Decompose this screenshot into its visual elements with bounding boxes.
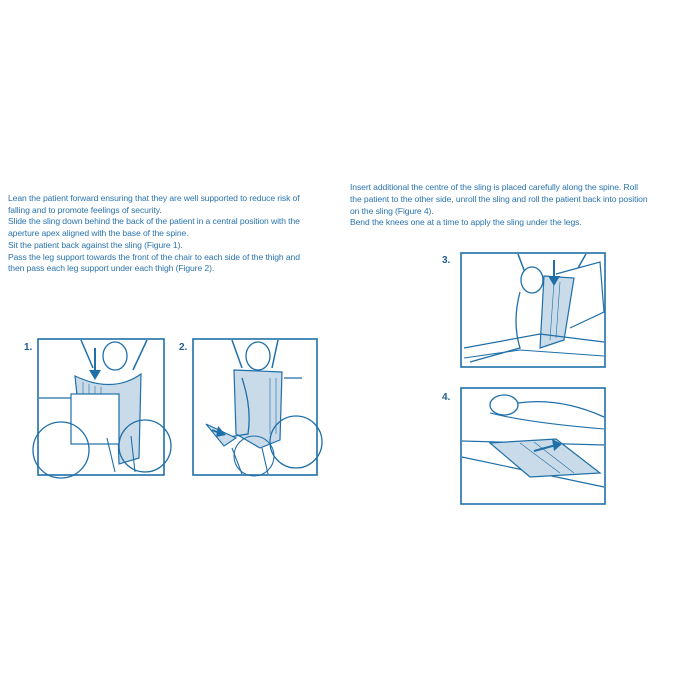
figure-4-number: 4.	[442, 392, 451, 403]
left-instructions	[8, 193, 338, 275]
figure-4-illustration	[460, 387, 606, 505]
instruction-line: Sit the patient back against the sling (Figure 1).	[8, 239, 183, 250]
instruction-line: Slide the sling down behind the back of the patient in a central position with the	[8, 216, 300, 227]
figure-2-illustration	[192, 338, 318, 476]
instruction-line: on the sling (Figure 4).	[350, 205, 434, 216]
instruction-line: aperture apex aligned with the base of the spine.	[8, 228, 189, 239]
figure-3-illustration	[460, 252, 606, 368]
right-instructions	[350, 182, 695, 229]
cut-off-line: Insert additional the centre of the sling is placed carefully along the spine. Roll	[350, 182, 638, 192]
figure-3-number: 3.	[442, 255, 451, 266]
instruction-line: Pass the leg support towards the front of the chair to each side of the thigh and	[8, 251, 300, 262]
figure-1-number: 1.	[24, 342, 33, 353]
figure-1-illustration	[37, 338, 165, 476]
instruction-line: the patient to the other side, unroll the sling and roll the patient back into position	[350, 194, 648, 204]
instruction-line: Lean the patient forward ensuring that they are well supported to reduce risk of	[8, 193, 300, 203]
instruction-line: Bend the knees one at a time to apply the sling under the legs.	[350, 217, 582, 228]
instruction-line: then pass each leg support under each thigh (Figure 2).	[8, 263, 215, 274]
figure-2-number: 2.	[179, 342, 188, 353]
instruction-line: falling and to promote feelings of security.	[8, 204, 162, 215]
